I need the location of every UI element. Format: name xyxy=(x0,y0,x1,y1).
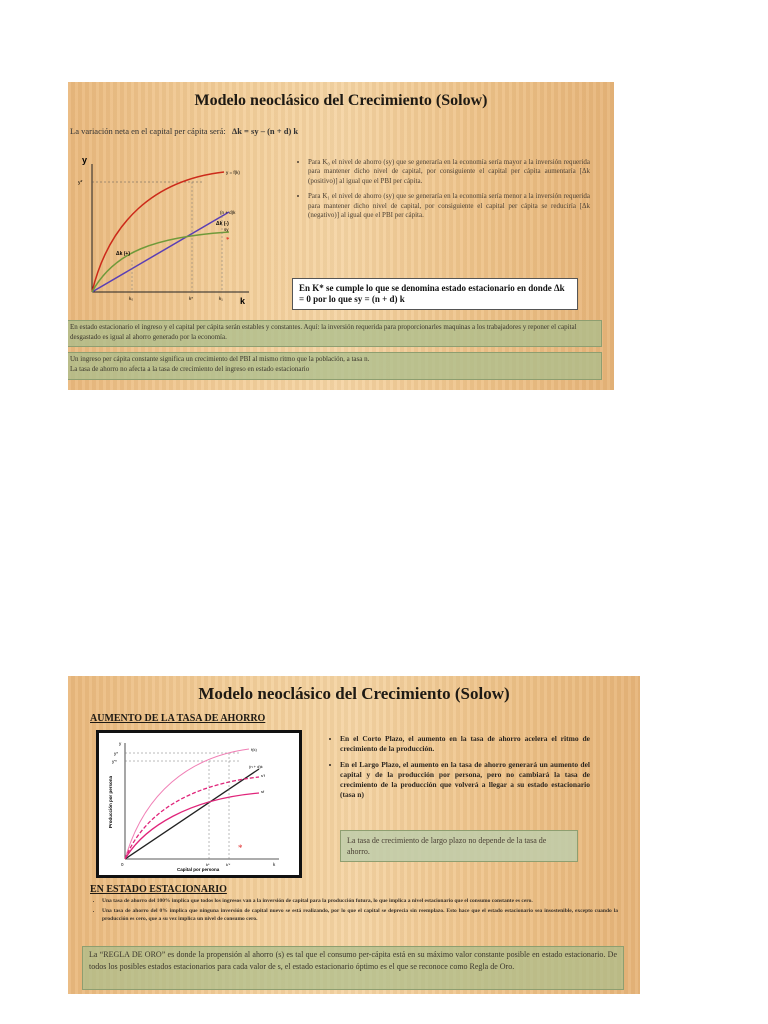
y-star2-label: y'* xyxy=(112,759,117,764)
info-bar-2 xyxy=(68,352,602,380)
curve-f-label: f(k) xyxy=(251,747,257,752)
slide-1-subtitle xyxy=(70,126,298,136)
dk-pos-label: Δk (+) xyxy=(116,251,131,257)
slide-1-bullets xyxy=(296,158,590,226)
bullet-item: • Para K₁ el nivel de ahorro (sy) que se generaría en la economía sería menor a la inversión requerida para mantener dicho nivel de capital, por consiguiente el capital per cápita se reduciría [Δk (negativo)] al igual que el PBI per cápita. xyxy=(308,192,590,220)
depreciation-line xyxy=(92,212,229,292)
info-bar-2-line-1: Un ingreso per cápita constante significa un crecimiento del PBI al mismo ritmo que la población, a tasa n. xyxy=(70,355,370,363)
y-star-label: y* xyxy=(78,180,83,186)
steady-state-heading: EN ESTADO ESTACIONARIO xyxy=(90,884,227,895)
origin-label: 0 xyxy=(121,862,124,867)
y-axis-label: Producción por persona xyxy=(108,775,113,828)
savings-chart-frame xyxy=(96,730,302,878)
subtitle-formula: Δk = sy – (n + d) k xyxy=(231,126,299,136)
savings-chart xyxy=(99,733,299,875)
steady-state-box: En K* se cumple lo que se denomina estado estacionario en donde Δk = 0 por lo que sy = (n + d) k xyxy=(292,278,578,310)
golden-rule-box: La “REGLA DE ORO” es donde la propensión al ahorro (s) es tal que el consumo per-cápita está en su máximo valor constante posible en estado estacionario. De todos los posibles estados estacionarios para cada valor de s, el estado estacionario óptimo es el que se reconoce como Regla de Oro. xyxy=(82,946,624,990)
curve-nd-label: (n + d)k xyxy=(249,764,263,769)
k0-label: k₀ xyxy=(129,296,134,301)
slide-2-bullets xyxy=(328,734,590,806)
star-mark: * xyxy=(238,843,243,853)
curve-s1-label: sf xyxy=(261,789,265,794)
slide-2 xyxy=(68,676,640,994)
x-axis-label: k xyxy=(240,296,246,306)
y-axis-label: y xyxy=(82,155,88,165)
curve-sy-label: sy xyxy=(224,227,229,232)
bullet-item: • Una tasa de ahorro del 100% implica que todos los ingresos van a la inversión de capital para la producción futura, lo que implica a nivel estacionario que el consumo constante es cero. xyxy=(102,898,618,906)
production-curve xyxy=(92,172,224,292)
long-run-box: La tasa de crecimiento de largo plazo no depende de la tasa de ahorro. xyxy=(340,830,578,862)
slide-2-title: Modelo neoclásico del Crecimiento (Solow) xyxy=(198,684,510,703)
curve-nd-label: (n + d)k xyxy=(220,210,236,215)
star-mark: * xyxy=(226,236,230,244)
production-curve xyxy=(125,749,249,859)
y-star-label: y* xyxy=(114,751,119,756)
x-axis-label: Capital por persona xyxy=(177,867,220,872)
solow-graph xyxy=(74,152,264,312)
k1-label: k* xyxy=(206,862,210,867)
info-bar-1: En estado estacionario el ingreso y el capital per cápita serán estables y constantes. Aquí: la inversión requerida para proporcionarles maquinas a los trabajadores y reponer el capital desgastado es igual al ahorro generado por la economía. xyxy=(68,320,602,347)
subtitle-text: La variación neta en el capital per cápita será: xyxy=(70,126,226,136)
curve-s2-label: s'f xyxy=(261,773,265,778)
k1-label: k₁ xyxy=(219,296,223,301)
k2-label: k'* xyxy=(226,862,231,867)
dk-neg-label: Δk (-) xyxy=(216,221,229,227)
info-bar-2-line-2: La tasa de ahorro no afecta a la tasa de crecimiento del ingreso en estado estacionario xyxy=(70,364,310,373)
bullet-item: • En el Corto Plazo, el aumento en la tasa de ahorro acelera el ritmo de crecimiento de la producción. xyxy=(340,734,590,754)
bullet-item: • En el Largo Plazo, el aumento en la tasa de ahorro generará un aumento del capital y de la producción por persona, pero no cambiará la tasa de crecimiento de la producción que volverá a llegar a su estado estacionario (tasa n) xyxy=(340,760,590,800)
curve-f-label: y = f(k) xyxy=(226,170,240,175)
bullet-item: • Para K₀ el nivel de ahorro (sy) que se generaría en la economía sería mayor a la inversión requerida para mantener dicho nivel de capital, por consiguiente el capital per cápita aumentaría [Δk (positivo)] al igual que el PBI per cápita. xyxy=(308,158,590,186)
kstar-label: k* xyxy=(189,296,194,301)
savings-heading: AUMENTO DE LA TASA DE AHORRO xyxy=(90,713,266,724)
slide-1-title: Modelo neoclásico del Crecimiento (Solow) xyxy=(194,92,488,109)
bullet-item: • Una tasa de ahorro del 0% implica que ninguna inversión de capital nuevo se está realizando, por lo que el capital se deprecia sin reemplazo. Esto hace que el estado estacionario sea insostenible, excepto cuando la producción es cero, que a su vez implica un nivel de consumo cero. xyxy=(102,908,618,924)
slide-1 xyxy=(68,82,614,390)
steady-state-bullets xyxy=(90,898,618,925)
k-end-label: k xyxy=(273,862,276,867)
y-mark: y xyxy=(119,741,122,746)
